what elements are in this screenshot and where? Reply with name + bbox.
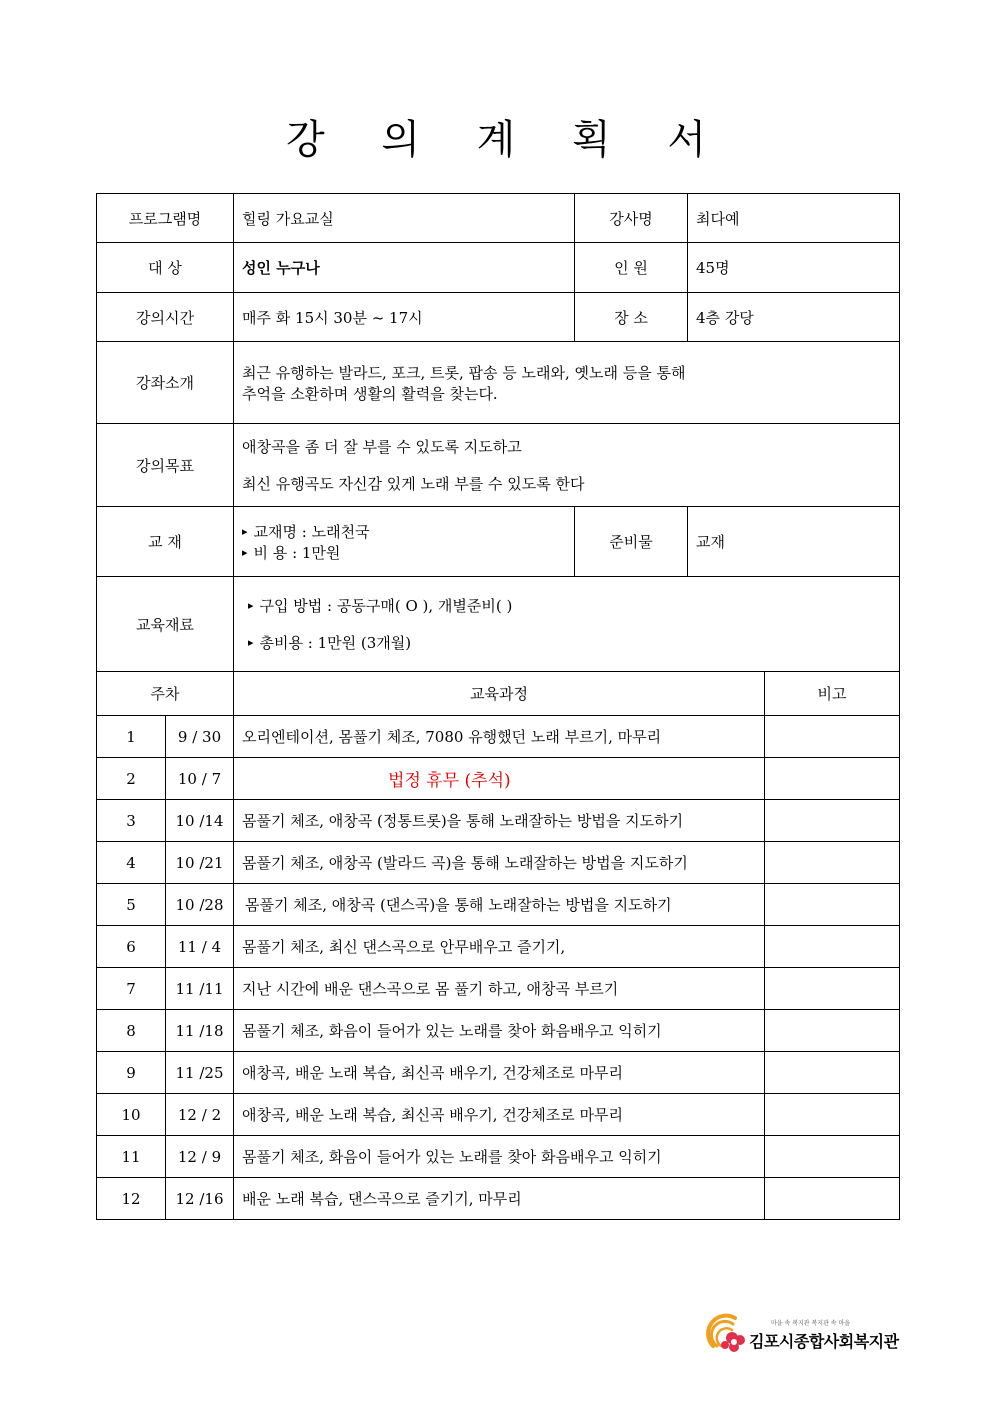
intro-value — [234, 342, 900, 424]
week-date: 12 / 2 — [166, 1094, 234, 1136]
program-value: 힐링 가요교실 — [234, 194, 575, 243]
intro-line-2: 추억을 소환하며 생활의 활력을 찾는다. — [242, 384, 498, 403]
week-header: 주차 — [97, 672, 234, 716]
week-number: 6 — [97, 926, 166, 968]
place-value: 4층 강당 — [688, 293, 900, 342]
material-row — [97, 577, 900, 672]
week-number: 8 — [97, 1010, 166, 1052]
table-row — [97, 1094, 900, 1136]
week-note — [765, 1052, 900, 1094]
table-row — [97, 926, 900, 968]
table-row — [97, 800, 900, 842]
week-date: 12 / 9 — [166, 1136, 234, 1178]
week-date: 10 /28 — [166, 884, 234, 926]
week-number: 3 — [97, 800, 166, 842]
week-date: 10 /21 — [166, 842, 234, 884]
page-title: 강 의 계 획 서 — [285, 117, 729, 163]
textbook-row — [97, 507, 900, 577]
table-row — [97, 758, 900, 800]
week-note — [765, 842, 900, 884]
week-number: 11 — [97, 1136, 166, 1178]
week-note — [765, 1010, 900, 1052]
org-logo — [705, 1310, 905, 1360]
week-number: 1 — [97, 716, 166, 758]
week-content: 오리엔테이션, 몸풀기 체조, 7080 유행했던 노래 부르기, 마무리 — [234, 716, 765, 758]
time-value: 매주 화 15시 30분 ~ 17시 — [234, 293, 575, 342]
goal-value — [234, 424, 900, 507]
week-content: 배운 노래 복습, 댄스곡으로 즐기기, 마무리 — [234, 1178, 765, 1220]
prep-value: 교재 — [688, 507, 900, 577]
material-value — [234, 577, 900, 672]
time-label: 강의시간 — [97, 293, 234, 342]
week-content: 몸풀기 체조, 최신 댄스곡으로 안무배우고 즐기기, — [234, 926, 765, 968]
total-cost: 총비용 : 1만원 (3개월) — [259, 634, 412, 652]
lecture-plan-table — [96, 193, 900, 1220]
week-date: 11 /25 — [166, 1052, 234, 1094]
material-label: 교육재료 — [97, 577, 234, 672]
table-row — [97, 1052, 900, 1094]
week-content: 몸풀기 체조, 화음이 들어가 있는 노래를 찾아 화음배우고 익히기 — [234, 1010, 765, 1052]
course-header: 교육과정 — [234, 672, 765, 716]
week-content: 몸풀기 체조, 애창곡 (정통트롯)을 통해 노래잘하는 방법을 지도하기 — [234, 800, 765, 842]
bullet-icon: ▸ — [248, 599, 254, 612]
bullet-icon: ▸ — [242, 524, 248, 538]
week-note — [765, 884, 900, 926]
week-note — [765, 968, 900, 1010]
week-date: 11 /11 — [166, 968, 234, 1010]
week-date: 11 /18 — [166, 1010, 234, 1052]
week-number: 5 — [97, 884, 166, 926]
week-content: 몸풀기 체조, 애창곡 (댄스곡)을 통해 노래잘하는 방법을 지도하기 — [234, 884, 765, 926]
table-row — [97, 842, 900, 884]
intro-label: 강좌소개 — [97, 342, 234, 424]
week-note — [765, 800, 900, 842]
week-number: 4 — [97, 842, 166, 884]
textbook-value — [234, 507, 575, 577]
textbook-line-2 — [242, 542, 566, 563]
week-number: 9 — [97, 1052, 166, 1094]
textbook-label: 교 재 — [97, 507, 234, 577]
intro-row — [97, 342, 900, 424]
target-label: 대 상 — [97, 243, 234, 293]
week-number: 7 — [97, 968, 166, 1010]
week-date: 11 / 4 — [166, 926, 234, 968]
week-number: 2 — [97, 758, 166, 800]
instructor-label: 강사명 — [575, 194, 688, 243]
week-content: 지난 시간에 배운 댄스곡으로 몸 풀기 하고, 애창곡 부르기 — [234, 968, 765, 1010]
capacity-label: 인 원 — [575, 243, 688, 293]
week-number: 12 — [97, 1178, 166, 1220]
prep-label: 준비물 — [575, 507, 688, 577]
bullet-icon: ▸ — [242, 545, 248, 559]
week-content: 몸풀기 체조, 애창곡 (발라드 곡)을 통해 노래잘하는 방법을 지도하기 — [234, 842, 765, 884]
place-label: 장 소 — [575, 293, 688, 342]
capacity-value: 45명 — [688, 243, 900, 293]
week-note — [765, 1094, 900, 1136]
goal-line-2: 최신 유행곡도 자신감 있게 노래 부를 수 있도록 한다 — [242, 475, 585, 493]
week-date: 9 / 30 — [166, 716, 234, 758]
week-note — [765, 716, 900, 758]
note-header: 비고 — [765, 672, 900, 716]
table-row — [97, 1178, 900, 1220]
bullet-icon: ▸ — [248, 636, 254, 649]
table-row — [97, 1136, 900, 1178]
material-line-1 — [248, 595, 891, 616]
material-spacer — [248, 616, 891, 632]
textbook-cost: 비 용 : 1만원 — [253, 543, 341, 562]
table-row — [97, 968, 900, 1010]
logo-slogan: 마을 속 복지관 복지관 속 마을 — [771, 1320, 851, 1327]
week-content: 애창곡, 배운 노래 복습, 최신곡 배우기, 건강체조로 마무리 — [234, 1094, 765, 1136]
intro-line-1: 최근 유행하는 발라드, 포크, 트롯, 팝송 등 노래와, 옛노래 등을 통해 — [242, 363, 686, 382]
purchase-method: 구입 방법 : 공동구매( O ), 개별준비( ) — [259, 597, 513, 615]
textbook-name: 교재명 : 노래천국 — [253, 522, 370, 541]
table-row — [97, 884, 900, 926]
instructor-value: 최다예 — [688, 194, 900, 243]
table-row — [97, 716, 900, 758]
goal-line-1: 애창곡을 좀 더 잘 부를 수 있도록 지도하고 — [242, 438, 522, 456]
week-note — [765, 926, 900, 968]
week-date: 10 /14 — [166, 800, 234, 842]
week-content: 몸풀기 체조, 화음이 들어가 있는 노래를 찾아 화음배우고 익히기 — [234, 1136, 765, 1178]
target-row — [97, 243, 900, 293]
week-note — [765, 1178, 900, 1220]
textbook-line-1 — [242, 521, 566, 542]
logo-mark-icon — [705, 1312, 749, 1358]
holiday-notice: 법정 휴무 (추석) — [234, 758, 765, 800]
program-row — [97, 194, 900, 243]
schedule-header-row — [97, 672, 900, 716]
week-number: 10 — [97, 1094, 166, 1136]
goal-label: 강의목표 — [97, 424, 234, 507]
week-note — [765, 1136, 900, 1178]
org-name: 김포시종합사회복지관 — [749, 1332, 899, 1351]
week-note — [765, 758, 900, 800]
week-content: 애창곡, 배운 노래 복습, 최신곡 배우기, 건강체조로 마무리 — [234, 1052, 765, 1094]
week-date: 12 /16 — [166, 1178, 234, 1220]
program-label: 프로그램명 — [97, 194, 234, 243]
time-row — [97, 293, 900, 342]
target-value: 성인 누구나 — [234, 243, 575, 293]
goal-spacer — [242, 457, 891, 473]
material-line-2 — [248, 632, 891, 653]
goal-row — [97, 424, 900, 507]
table-row — [97, 1010, 900, 1052]
week-date: 10 / 7 — [166, 758, 234, 800]
